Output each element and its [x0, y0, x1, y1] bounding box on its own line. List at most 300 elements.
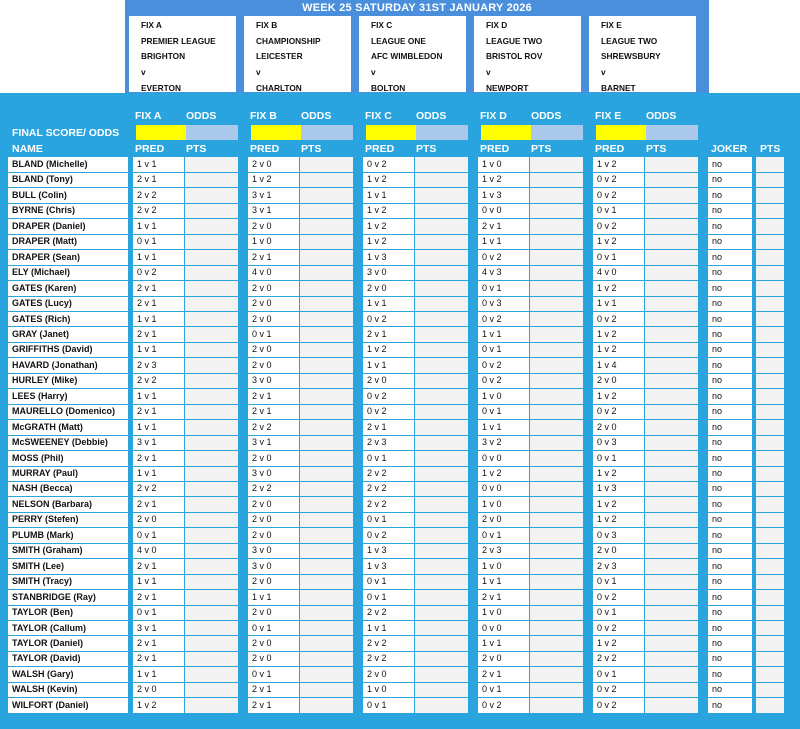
- prediction-cell[interactable]: 1 v 1: [137, 421, 157, 432]
- prediction-cell[interactable]: 2 v 1: [137, 498, 157, 509]
- odds-label: ODDS: [186, 110, 217, 122]
- player-name: TAYLOR (David): [12, 653, 81, 664]
- row-divider: [8, 265, 792, 266]
- pred-header: PRED: [250, 143, 280, 155]
- row-divider: [8, 172, 792, 173]
- pred-header: PRED: [135, 143, 165, 155]
- prediction-cell[interactable]: 0 v 1: [482, 344, 502, 355]
- odds-label: ODDS: [416, 110, 447, 122]
- prediction-cell[interactable]: 2 v 1: [137, 298, 157, 309]
- joker-cell[interactable]: no: [712, 607, 723, 618]
- joker-cell[interactable]: no: [712, 576, 723, 587]
- prediction-cell[interactable]: 3 v 1: [137, 437, 157, 448]
- player-name: GRIFFITHS (David): [12, 344, 93, 355]
- prediction-cell[interactable]: 1 v 1: [137, 390, 157, 401]
- fixture-vs: v: [141, 67, 146, 78]
- prediction-cell[interactable]: 0 v 2: [367, 529, 387, 540]
- prediction-cell[interactable]: 2 v 0: [597, 421, 617, 432]
- prediction-cell[interactable]: 0 v 0: [482, 205, 502, 216]
- prediction-cell[interactable]: 1 v 1: [137, 344, 157, 355]
- prediction-cell[interactable]: 0 v 1: [597, 607, 617, 618]
- pts-header: PTS: [646, 143, 667, 155]
- pred-header: PRED: [480, 143, 510, 155]
- player-name: PERRY (Stefen): [12, 514, 79, 525]
- prediction-cell[interactable]: 0 v 2: [597, 220, 617, 231]
- prediction-cell[interactable]: 0 v 3: [597, 437, 617, 448]
- prediction-cell[interactable]: 2 v 1: [252, 390, 272, 401]
- prediction-cell[interactable]: 2 v 1: [482, 668, 502, 679]
- joker-cell[interactable]: no: [712, 653, 723, 664]
- odds-label: ODDS: [531, 110, 562, 122]
- prediction-cell[interactable]: 0 v 0: [482, 452, 502, 463]
- joker-cell[interactable]: no: [712, 220, 723, 231]
- prediction-cell[interactable]: 2 v 1: [252, 684, 272, 695]
- prediction-cell[interactable]: 2 v 0: [482, 653, 502, 664]
- prediction-cell[interactable]: 1 v 2: [597, 236, 617, 247]
- prediction-cell[interactable]: 2 v 2: [367, 653, 387, 664]
- prediction-cell[interactable]: 0 v 2: [367, 390, 387, 401]
- prediction-cell[interactable]: 0 v 2: [482, 251, 502, 262]
- prediction-cell[interactable]: 4 v 0: [252, 267, 272, 278]
- prediction-cell[interactable]: 2 v 0: [252, 220, 272, 231]
- prediction-cell[interactable]: 1 v 2: [367, 236, 387, 247]
- prediction-cell[interactable]: 1 v 0: [367, 684, 387, 695]
- row-divider: [8, 527, 792, 528]
- prediction-cell[interactable]: 2 v 1: [137, 637, 157, 648]
- joker-cell[interactable]: no: [712, 437, 723, 448]
- odds-label: ODDS: [301, 110, 332, 122]
- player-name: GATES (Karen): [12, 282, 77, 293]
- player-name: STANBRIDGE (Ray): [12, 591, 96, 602]
- prediction-cell[interactable]: 1 v 2: [367, 344, 387, 355]
- prediction-cell[interactable]: 0 v 2: [597, 313, 617, 324]
- joker-cell[interactable]: no: [712, 344, 723, 355]
- prediction-cell[interactable]: 0 v 1: [597, 452, 617, 463]
- prediction-cell[interactable]: 0 v 1: [137, 529, 157, 540]
- prediction-cell[interactable]: 2 v 1: [482, 591, 502, 602]
- joker-cell[interactable]: no: [712, 359, 723, 370]
- prediction-cell[interactable]: 1 v 3: [367, 545, 387, 556]
- prediction-cell[interactable]: 1 v 2: [367, 220, 387, 231]
- pred-header: PRED: [595, 143, 625, 155]
- prediction-cell[interactable]: 2 v 2: [252, 421, 272, 432]
- joker-cell[interactable]: no: [712, 637, 723, 648]
- joker-header: JOKER: [711, 143, 748, 155]
- prediction-cell[interactable]: 2 v 0: [137, 684, 157, 695]
- prediction-cell[interactable]: 1 v 2: [367, 174, 387, 185]
- prediction-cell[interactable]: 2 v 1: [482, 220, 502, 231]
- prediction-cell[interactable]: 1 v 1: [482, 576, 502, 587]
- joker-cell[interactable]: no: [712, 267, 723, 278]
- player-name: GRAY (Janet): [12, 328, 70, 339]
- joker-cell[interactable]: no: [712, 298, 723, 309]
- prediction-cell[interactable]: 2 v 1: [137, 560, 157, 571]
- player-name: DRAPER (Matt): [12, 236, 77, 247]
- prediction-cell[interactable]: 1 v 2: [252, 174, 272, 185]
- prediction-cell[interactable]: 0 v 3: [482, 298, 502, 309]
- row-divider: [8, 296, 792, 297]
- joker-cell[interactable]: no: [712, 483, 723, 494]
- prediction-cell[interactable]: 1 v 1: [137, 668, 157, 679]
- fixture-code: FIX B: [256, 20, 278, 30]
- prediction-cell[interactable]: 2 v 3: [597, 560, 617, 571]
- prediction-cell[interactable]: 2 v 2: [137, 483, 157, 494]
- prediction-cell[interactable]: 0 v 2: [482, 699, 502, 710]
- pts-total-header: PTS: [760, 143, 781, 155]
- prediction-cell[interactable]: 1 v 2: [597, 159, 617, 169]
- joker-cell[interactable]: no: [712, 205, 723, 216]
- row-divider: [8, 697, 792, 698]
- prediction-cell[interactable]: 1 v 2: [597, 498, 617, 509]
- prediction-cell[interactable]: 1 v 1: [367, 189, 387, 200]
- final-score-box[interactable]: [481, 125, 531, 140]
- prediction-cell[interactable]: 2 v 0: [252, 514, 272, 525]
- prediction-cell[interactable]: 1 v 0: [482, 607, 502, 618]
- prediction-cell[interactable]: 0 v 1: [367, 591, 387, 602]
- fixture-code: FIX A: [141, 20, 162, 30]
- prediction-cell[interactable]: 1 v 1: [482, 421, 502, 432]
- joker-cell[interactable]: no: [712, 699, 723, 710]
- prediction-cell[interactable]: 1 v 2: [597, 637, 617, 648]
- prediction-cell[interactable]: 2 v 0: [252, 607, 272, 618]
- joker-cell[interactable]: no: [712, 406, 723, 417]
- player-name: BULL (Colin): [12, 189, 67, 200]
- prediction-cell[interactable]: 1 v 2: [597, 468, 617, 478]
- prediction-cell[interactable]: 0 v 2: [597, 684, 617, 695]
- prediction-cell[interactable]: 0 v 0: [482, 483, 502, 494]
- prediction-cell[interactable]: 0 v 1: [367, 576, 387, 587]
- prediction-cell[interactable]: 1 v 1: [597, 298, 617, 309]
- pts-header: PTS: [301, 143, 322, 155]
- prediction-cell[interactable]: 2 v 1: [367, 421, 387, 432]
- player-name: McGRATH (Matt): [12, 421, 83, 432]
- prediction-cell[interactable]: 2 v 1: [137, 174, 157, 185]
- joker-cell[interactable]: no: [712, 668, 723, 679]
- prediction-cell[interactable]: 3 v 2: [482, 437, 502, 448]
- prediction-cell[interactable]: 0 v 1: [482, 282, 502, 293]
- joker-cell[interactable]: no: [712, 545, 723, 556]
- prediction-cell[interactable]: 1 v 0: [482, 159, 502, 169]
- prediction-cell[interactable]: 2 v 1: [367, 328, 387, 339]
- prediction-cell[interactable]: 2 v 2: [252, 483, 272, 494]
- row-divider: [8, 373, 792, 374]
- fix-label: FIX A: [135, 110, 162, 122]
- prediction-cell[interactable]: 0 v 2: [482, 313, 502, 324]
- joker-cell[interactable]: no: [712, 421, 723, 432]
- pts-header: PTS: [531, 143, 552, 155]
- page-title: WEEK 25 SATURDAY 31ST JANUARY 2026: [302, 2, 532, 14]
- prediction-cell[interactable]: 2 v 0: [367, 375, 387, 386]
- joker-cell[interactable]: no: [712, 189, 723, 200]
- prediction-cell[interactable]: 0 v 2: [597, 189, 617, 200]
- prediction-cell[interactable]: 2 v 2: [367, 483, 387, 494]
- prediction-cell[interactable]: 2 v 3: [482, 545, 502, 556]
- prediction-cell[interactable]: 2 v 0: [367, 668, 387, 679]
- prediction-cell[interactable]: 0 v 2: [367, 159, 387, 169]
- prediction-cell[interactable]: 0 v 1: [367, 514, 387, 525]
- prediction-cell[interactable]: 2 v 2: [597, 653, 617, 664]
- prediction-cell[interactable]: 1 v 1: [137, 220, 157, 231]
- prediction-cell[interactable]: 1 v 0: [252, 236, 272, 247]
- prediction-cell[interactable]: 1 v 1: [137, 251, 157, 262]
- prediction-cell[interactable]: 2 v 2: [367, 637, 387, 648]
- prediction-cell[interactable]: 2 v 0: [252, 653, 272, 664]
- prediction-cell[interactable]: 1 v 0: [482, 390, 502, 401]
- prediction-cell[interactable]: 2 v 1: [252, 251, 272, 262]
- player-name: LEES (Harry): [12, 390, 68, 401]
- prediction-cell[interactable]: 1 v 3: [367, 560, 387, 571]
- player-name: SMITH (Tracy): [12, 576, 73, 587]
- prediction-cell[interactable]: 1 v 2: [482, 468, 502, 478]
- prediction-cell[interactable]: 0 v 1: [482, 684, 502, 695]
- prediction-cell[interactable]: 1 v 2: [597, 390, 617, 401]
- prediction-cell[interactable]: 2 v 3: [137, 359, 157, 370]
- player-name: HURLEY (Mike): [12, 375, 78, 386]
- prediction-cell[interactable]: 2 v 2: [137, 205, 157, 216]
- player-name: BLAND (Tony): [12, 174, 73, 185]
- joker-cell[interactable]: no: [712, 328, 723, 339]
- prediction-cell[interactable]: 2 v 0: [252, 452, 272, 463]
- prediction-cell[interactable]: 3 v 0: [252, 375, 272, 386]
- prediction-cell[interactable]: 2 v 0: [597, 375, 617, 386]
- prediction-cell[interactable]: 3 v 0: [367, 267, 387, 278]
- row-divider: [8, 388, 792, 389]
- fixture-code: FIX D: [486, 20, 508, 30]
- prediction-cell[interactable]: 1 v 1: [137, 159, 157, 169]
- joker-cell[interactable]: no: [712, 468, 723, 478]
- prediction-cell[interactable]: 2 v 0: [252, 529, 272, 540]
- prediction-cell[interactable]: 3 v 0: [252, 468, 272, 478]
- prediction-cell[interactable]: 2 v 3: [367, 437, 387, 448]
- prediction-cell[interactable]: 2 v 1: [252, 406, 272, 417]
- player-name: WALSH (Gary): [12, 668, 74, 679]
- fixture-box: [129, 16, 236, 92]
- prediction-cell[interactable]: 0 v 2: [597, 406, 617, 417]
- prediction-cell[interactable]: 3 v 1: [252, 189, 272, 200]
- prediction-cell[interactable]: 1 v 1: [482, 236, 502, 247]
- prediction-cell[interactable]: 3 v 0: [252, 560, 272, 571]
- prediction-cell[interactable]: 1 v 2: [597, 514, 617, 525]
- player-name: WILFORT (Daniel): [12, 699, 89, 710]
- final-score-box[interactable]: [136, 125, 186, 140]
- prediction-cell[interactable]: 2 v 1: [137, 653, 157, 664]
- prediction-cell[interactable]: 2 v 0: [252, 344, 272, 355]
- odds-box[interactable]: [416, 125, 468, 140]
- player-name: TAYLOR (Callum): [12, 622, 87, 633]
- fixture-league: PREMIER LEAGUE: [141, 35, 216, 46]
- prediction-cell[interactable]: 1 v 0: [482, 560, 502, 571]
- fixture-box: [589, 16, 696, 92]
- joker-cell[interactable]: no: [712, 560, 723, 571]
- pts-header: PTS: [186, 143, 207, 155]
- fixture-home: BRISTOL ROV: [486, 51, 543, 62]
- joker-cell[interactable]: no: [712, 514, 723, 525]
- prediction-cell[interactable]: 2 v 1: [137, 328, 157, 339]
- joker-cell[interactable]: no: [712, 251, 723, 262]
- prediction-cell[interactable]: 2 v 0: [597, 545, 617, 556]
- prediction-cell[interactable]: 0 v 1: [137, 236, 157, 247]
- player-name: TAYLOR (Daniel): [12, 637, 84, 648]
- prediction-cell[interactable]: 1 v 2: [597, 328, 617, 339]
- player-name: SMITH (Lee): [12, 560, 65, 571]
- joker-cell[interactable]: no: [712, 236, 723, 247]
- prediction-cell[interactable]: 3 v 1: [252, 205, 272, 216]
- prediction-cell[interactable]: 0 v 2: [597, 622, 617, 633]
- prediction-cell[interactable]: 0 v 0: [482, 622, 502, 633]
- odds-label: ODDS: [646, 110, 677, 122]
- prediction-cell[interactable]: 0 v 1: [597, 668, 617, 679]
- prediction-cell[interactable]: 1 v 3: [597, 483, 617, 494]
- prediction-cell[interactable]: 1 v 1: [367, 298, 387, 309]
- fixture-vs: v: [256, 67, 261, 78]
- row-divider: [8, 682, 792, 683]
- prediction-cell[interactable]: 0 v 2: [137, 267, 157, 278]
- prediction-cell[interactable]: 2 v 0: [137, 514, 157, 525]
- joker-cell[interactable]: no: [712, 375, 723, 386]
- prediction-cell[interactable]: 2 v 0: [482, 514, 502, 525]
- prediction-cell[interactable]: 2 v 0: [252, 498, 272, 509]
- fixture-away: EVERTON: [141, 82, 181, 93]
- row-divider: [8, 466, 792, 467]
- prediction-cell[interactable]: 2 v 0: [252, 159, 272, 169]
- player-name: BYRNE (Chris): [12, 205, 76, 216]
- player-name: MURRAY (Paul): [12, 468, 79, 478]
- joker-cell[interactable]: no: [712, 174, 723, 185]
- odds-box[interactable]: [531, 125, 583, 140]
- prediction-cell[interactable]: 1 v 1: [482, 637, 502, 648]
- prediction-cell[interactable]: 0 v 1: [252, 622, 272, 633]
- player-name: DRAPER (Daniel): [12, 220, 86, 231]
- prediction-cell[interactable]: 0 v 2: [597, 591, 617, 602]
- prediction-cell[interactable]: 2 v 0: [252, 359, 272, 370]
- joker-cell[interactable]: no: [712, 529, 723, 540]
- row-divider: [8, 357, 792, 358]
- joker-cell[interactable]: no: [712, 591, 723, 602]
- fixture-code: FIX E: [601, 20, 622, 30]
- prediction-cell[interactable]: 0 v 1: [597, 205, 617, 216]
- prediction-cell[interactable]: 2 v 0: [367, 282, 387, 293]
- prediction-cell[interactable]: 2 v 1: [137, 591, 157, 602]
- fixture-away: BOLTON: [371, 82, 406, 93]
- prediction-cell[interactable]: 0 v 1: [367, 452, 387, 463]
- joker-cell[interactable]: no: [712, 622, 723, 633]
- row-divider: [8, 187, 792, 188]
- prediction-cell[interactable]: 0 v 1: [252, 668, 272, 679]
- row-divider: [8, 543, 792, 544]
- prediction-cell[interactable]: 0 v 2: [597, 699, 617, 710]
- prediction-cell[interactable]: 2 v 0: [252, 637, 272, 648]
- row-divider: [8, 481, 792, 482]
- prediction-cell[interactable]: 2 v 1: [137, 406, 157, 417]
- joker-cell[interactable]: no: [712, 313, 723, 324]
- prediction-cell[interactable]: 1 v 3: [367, 251, 387, 262]
- prediction-cell[interactable]: 0 v 1: [482, 529, 502, 540]
- prediction-cell[interactable]: 1 v 1: [137, 313, 157, 324]
- row-divider: [8, 326, 792, 327]
- prediction-cell[interactable]: 2 v 2: [367, 468, 387, 478]
- prediction-cell[interactable]: 1 v 1: [137, 576, 157, 587]
- final-score-box[interactable]: [251, 125, 301, 140]
- joker-cell[interactable]: no: [712, 159, 723, 169]
- fixture-home: LEICESTER: [256, 51, 303, 62]
- prediction-cell[interactable]: 1 v 2: [367, 205, 387, 216]
- prediction-cell[interactable]: 2 v 0: [252, 298, 272, 309]
- prediction-cell[interactable]: 2 v 2: [137, 375, 157, 386]
- prediction-cell[interactable]: 1 v 2: [482, 174, 502, 185]
- prediction-cell[interactable]: 4 v 3: [482, 267, 502, 278]
- prediction-cell[interactable]: 1 v 1: [482, 328, 502, 339]
- prediction-cell[interactable]: 1 v 4: [597, 359, 617, 370]
- prediction-cell[interactable]: 0 v 2: [482, 359, 502, 370]
- prediction-cell[interactable]: 4 v 0: [137, 545, 157, 556]
- prediction-cell[interactable]: 0 v 1: [367, 699, 387, 710]
- prediction-cell[interactable]: 3 v 1: [137, 622, 157, 633]
- prediction-cell[interactable]: 0 v 2: [367, 313, 387, 324]
- prediction-cell[interactable]: 0 v 1: [482, 406, 502, 417]
- odds-box[interactable]: [301, 125, 353, 140]
- prediction-cell[interactable]: 0 v 1: [137, 607, 157, 618]
- prediction-cell[interactable]: 4 v 0: [597, 267, 617, 278]
- prediction-cell[interactable]: 0 v 2: [597, 174, 617, 185]
- joker-cell[interactable]: no: [712, 452, 723, 463]
- joker-cell[interactable]: no: [712, 498, 723, 509]
- prediction-cell[interactable]: 2 v 2: [367, 498, 387, 509]
- player-name: GATES (Lucy): [12, 298, 72, 309]
- prediction-cell[interactable]: 2 v 1: [137, 452, 157, 463]
- prediction-cell[interactable]: 2 v 2: [367, 607, 387, 618]
- prediction-cell[interactable]: 0 v 3: [597, 529, 617, 540]
- odds-box[interactable]: [186, 125, 238, 140]
- prediction-cell[interactable]: 2 v 2: [137, 189, 157, 200]
- prediction-cell[interactable]: 3 v 1: [252, 437, 272, 448]
- prediction-cell[interactable]: 1 v 2: [137, 699, 157, 710]
- prediction-cell[interactable]: 1 v 3: [482, 189, 502, 200]
- prediction-cell[interactable]: 0 v 1: [252, 328, 272, 339]
- joker-cell[interactable]: no: [712, 684, 723, 695]
- player-name: WALSH (Kevin): [12, 684, 78, 695]
- prediction-cell[interactable]: 1 v 0: [482, 498, 502, 509]
- prediction-cell[interactable]: 2 v 1: [252, 699, 272, 710]
- pred-header: PRED: [365, 143, 395, 155]
- prediction-cell[interactable]: 2 v 0: [252, 282, 272, 293]
- prediction-cell[interactable]: 0 v 2: [482, 375, 502, 386]
- prediction-cell[interactable]: 1 v 2: [597, 282, 617, 293]
- fixture-box: [244, 16, 351, 92]
- prediction-cell[interactable]: 0 v 1: [597, 251, 617, 262]
- prediction-cell[interactable]: 2 v 1: [137, 282, 157, 293]
- joker-cell[interactable]: no: [712, 282, 723, 293]
- prediction-cell[interactable]: 0 v 1: [597, 576, 617, 587]
- row-divider: [8, 249, 792, 250]
- prediction-cell[interactable]: 2 v 0: [252, 576, 272, 587]
- prediction-cell[interactable]: 2 v 0: [252, 313, 272, 324]
- prediction-cell[interactable]: 0 v 2: [367, 406, 387, 417]
- prediction-cell[interactable]: 1 v 2: [597, 344, 617, 355]
- fixture-away: NEWPORT: [486, 82, 529, 93]
- prediction-cell[interactable]: 1 v 1: [137, 468, 157, 478]
- joker-cell[interactable]: no: [712, 390, 723, 401]
- prediction-cell[interactable]: 1 v 1: [367, 622, 387, 633]
- final-score-box[interactable]: [596, 125, 646, 140]
- final-score-box[interactable]: [366, 125, 416, 140]
- prediction-cell[interactable]: 3 v 0: [252, 545, 272, 556]
- prediction-cell[interactable]: 1 v 1: [252, 591, 272, 602]
- fixture-league: CHAMPIONSHIP: [256, 35, 321, 46]
- player-name: NASH (Becca): [12, 483, 73, 494]
- odds-box[interactable]: [646, 125, 698, 140]
- name-header: NAME: [12, 143, 43, 155]
- prediction-cell[interactable]: 1 v 1: [367, 359, 387, 370]
